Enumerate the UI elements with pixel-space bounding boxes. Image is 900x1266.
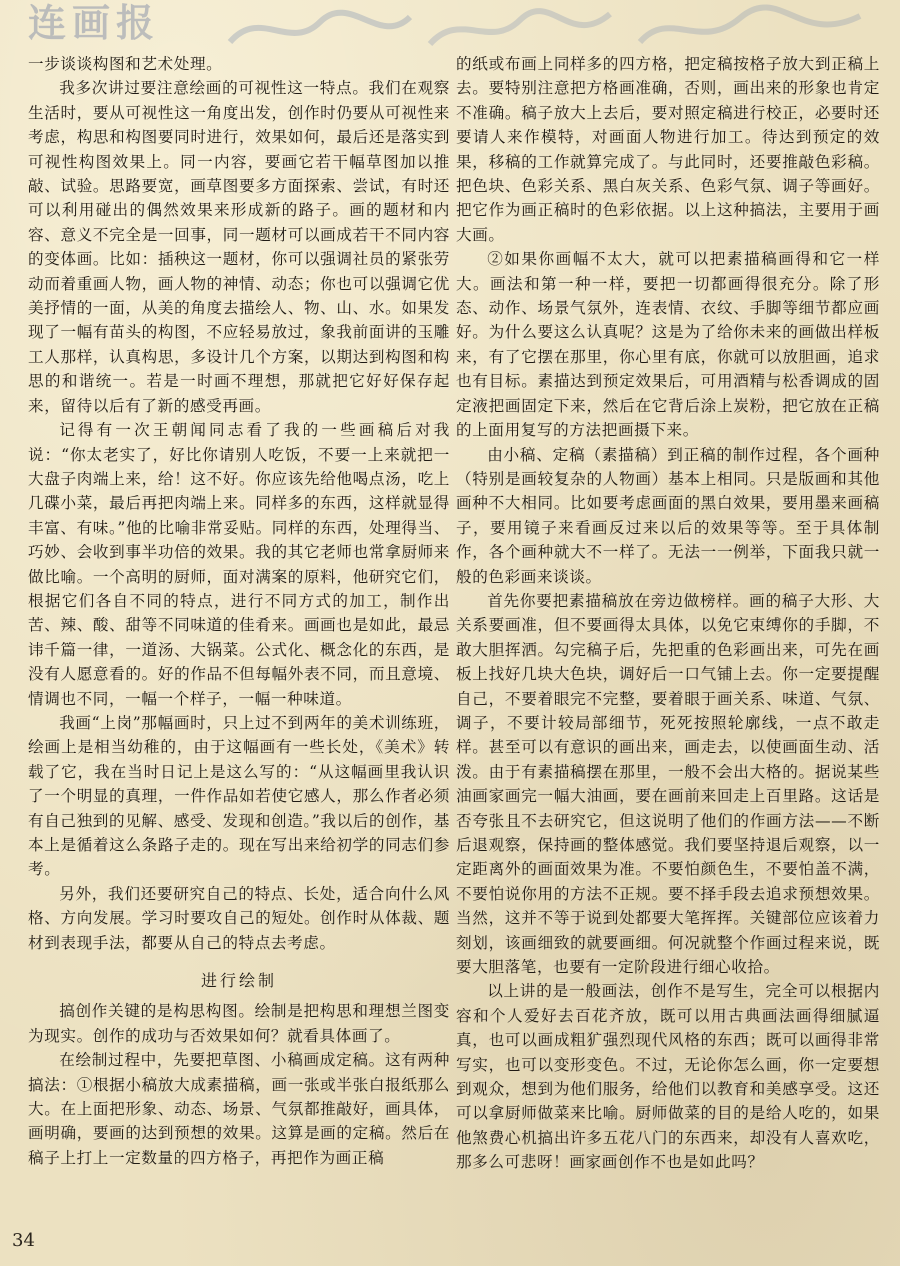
paragraph: 的纸或布画上同样多的四方格，把定稿按格子放大到正稿上去。要特别注意把方格画准确，否则，画出来的形象也肯定不准确。稿子放大上去后，要对照定稿进行校正，必要时还要请人来作模特，对画面人物进行加工。待达到预定的效果，移稿的工作就算完成了。与此同时，还要推敲色彩稿。把色块、色彩关系、黑白灰关系、色彩气氛、调子等画好。把它作为画正稿时的色彩依据。以上这种搞法，主要用于画大画。: [456, 55, 880, 244]
decorative-stroke: [230, 13, 410, 42]
paragraph: 以上讲的是一般画法，创作不是写生，完全可以根据内容和个人爱好去百花齐放，既可以用古典画法画得细腻逼真，也可以画成粗犷强烈现代风格的东西；既可以画得非常写实，也可以变形变色。不过，无论你怎么画，你一定要想到观众，想到为他们服务，给他们以教育和美感享受。这还可以拿厨师做菜来比喻。厨师做菜的目的是给人吃的，如果他煞费心机搞出许多五花八门的东西来，却没有人喜欢吃，那多么可悲呀！画家画创作不也是如此吗？: [456, 982, 880, 1172]
paragraph: 在绘制过程中，先要把草图、小稿画成定稿。这有两种搞法：①根据小稿放大成素描稿，画一张或半张白报纸那么大。在上面把形象、动态、场景、气氛都推敲好，画具体，画明确，要画的达到预想的效果。这算是画的定稿。然后在稿子上打上一定数量的四方格子，再把作为画正稿: [28, 1051, 450, 1167]
paragraph: 由小稿、定稿（素描稿）到正稿的制作过程，各个画种（特别是画较复杂的人物画）基本上相同。只是版画和其他画种不大相同。比如要考虑画面的黑白效果，要用墨来画稿子，要用镜子来看画反过来以后的效果等等。至于具体制作，各个画种就大不一样了。无法一一例举，下面我只就一般的色彩画来谈谈。: [456, 445, 880, 586]
decorative-stroke: [430, 11, 610, 44]
masthead-title: 连画报: [28, 1, 161, 45]
paragraph: ②如果你画幅不太大，就可以把素描稿画得和它一样大。画法和第一种一样，要把一切都画得很充分。除了形态、动作、场景气氛外，连表情、衣纹、手脚等细节都应画好。为什么要这么认真呢？这是为了给你未来的画做出样板来，有了它摆在那里，你心里有底，你就可以放胆画，追求也有目标。素描达到预定效果后，可用酒精与松香调成的固定液把画固定下来，然后在它背后涂上炭粉，把它放在正稿的上面用复写的方法把画摄下来。: [456, 250, 880, 440]
paragraph: 记得有一次王朝闻同志看了我的一些画稿后对我说：“你太老实了，好比你请别人吃饭，不要一上来就把一大盘子肉端上来，给！这不好。你应该先给他喝点汤，吃上几碟小菜，最后再把肉端上来。同样多的东西，这样就显得丰富、有味。”他的比喻非常妥贴。同样的东西，处理得当、巧妙、会收到事半功倍的效果。我的其它老师也常拿厨师来做比喻。一个高明的厨师，面对满案的原料，他研究它们，根据它们各自不同的特点，进行不同方式的加工，制作出苦、辣、酸、甜等不同味道的佳肴来。画画也是如此，最忌讳千篇一律，一道汤、大锅菜。公式化、概念化的东西，是没有人愿意看的。好的作品不但每幅外表不同，而且意境、情调也不同，一幅一个样子，一幅一种味道。: [28, 421, 450, 708]
header-decoration: [220, 2, 880, 56]
right-text-column: [456, 52, 880, 1175]
decorative-stroke: [640, 7, 860, 42]
paragraph: 首先你要把素描稿放在旁边做榜样。画的稿子大形、大关系要画准，但不要画得太具体，以免它束缚你的手脚，不敢大胆挥洒。勾完稿子后，先把重的色彩画出来，可先在画板上找好几块大色块，调好后一口气铺上去。你一定要提醒自己，不要着眼完不完整，要着眼于画关系、味道、气氛、调子，不要计较局部细节，死死按照轮廓线，一点不敢走样。甚至可以有意识的画出来，画走去，以使画面生动、活泼。由于有素描稿摆在那里，一般不会出大格的。据说某些油画家画完一幅大油画，要在画前来回走上百里路。这话是否夸张且不去研究它，但这说明了他们的作画方法——不断后退观察，保持画的整体感觉。我们要坚持退后观察，以一定距离外的画面效果为准。不要怕颜色生，不要怕盖不满，不要怕说你用的方法不正规。要不择手段去追求预想效果。当然，这并不等于说到处都要大笔挥挥。关键部位应该着力刻划，该画细致的就要画细。何况就整个作画过程来说，既要大胆落笔，也要有一定阶段进行细心收拾。: [456, 591, 880, 977]
left-text-column: [28, 52, 450, 1170]
page-number: 34: [12, 1230, 35, 1251]
paragraph: 我画“上岗”那幅画时，只上过不到两年的美术训练班，绘画上是相当幼稚的，由于这幅画有一些长处，《美术》转载了它，我在当时日记上是这么写的：“从这幅画里我认识了一个明显的真理，一件作品如若使它感人，那么作者必须有自己独到的见解、感受、发现和创造。”我以后的创作，基本上是循着这么条路子走的。现在写出来给初学的同志们参考。: [28, 713, 450, 879]
section-heading: 进行绘制: [200, 971, 277, 991]
paragraph: 另外，我们还要研究自己的特点、长处，适合向什么风格、方向发展。学习时要攻自己的短处。创作时从体裁、题材到表现手法，都要从自己的特点去考虑。: [28, 884, 450, 952]
paragraph: 搞创作关键的是构思构图。绘制是把构思和理想兰图变为现实。创作的成功与否效果如何？就看具体画了。: [28, 1002, 450, 1045]
paragraph: 一步谈谈构图和艺术处理。: [28, 55, 223, 73]
paragraph: 我多次讲过要注意绘画的可视性这一特点。我们在观察生活时，要从可视性这一角度出发，创作时仍要从可视性来考虑，构思和构图要同时进行，效果如何，最后还是落实到可视性构图效果上。同一内容，要画它若干幅草图加以推敲、试验。思路要宽，画草图要多方面探索、尝试，有时还可以利用碰出的偶然效果来形成新的路子。画的题材和内容、意义不完全是一回事，同一题材可以画成若干不同内容的变体画。比如：插秧这一题材，你可以强调社员的紧张劳动而着重画人物，画人物的神情、动态；你也可以强调它优美抒情的一面，从美的角度去描绘人、物、山、水。如果发现了一幅有苗头的构图，不应轻易放过，象我前面讲的玉雕工人那样，认真构思，多设计几个方案，以期达到构图和构思的和谐统一。若是一时画不理想，那就把它好好保存起来，留待以后有了新的感受再画。: [28, 79, 450, 415]
